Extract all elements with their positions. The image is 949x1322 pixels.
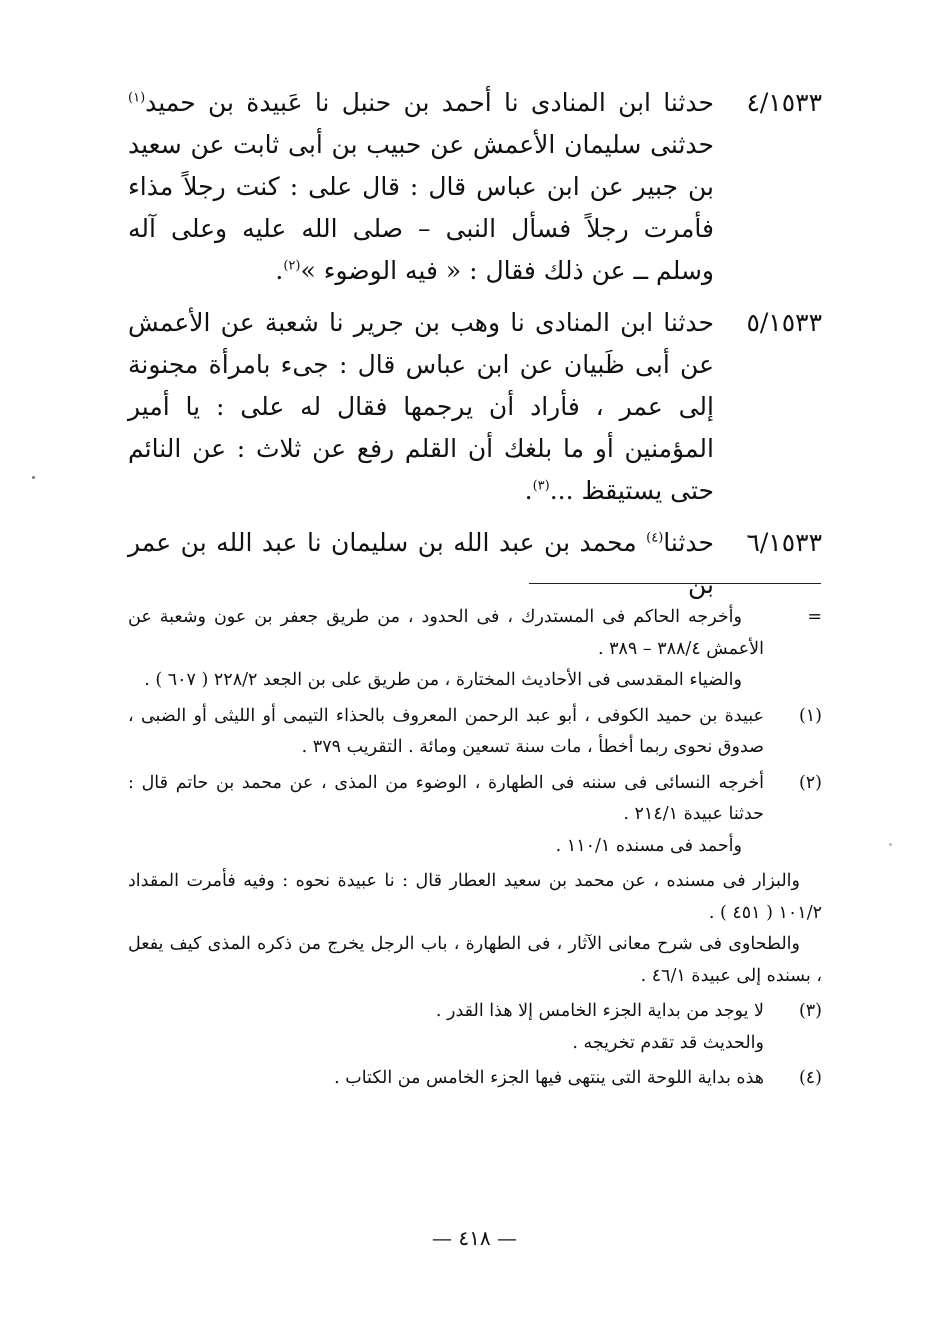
footnote-paragraph: والضياء المقدسى فى الأحاديث المختارة ، من طريق على بن الجعد ٢٢٨/٢ ( ٦٠٧ ) . bbox=[144, 670, 742, 690]
hadith-text: حدثنا$^{(٤)}$ محمد بن عبد الله بن سليمان نا عبد الله بن عمر بن bbox=[128, 528, 714, 599]
footnote-ref: (٢) bbox=[283, 258, 301, 274]
footnote-marker: (١) bbox=[798, 705, 822, 726]
footnote-2-continued bbox=[128, 866, 822, 992]
footnote-paragraph: والبزار فى مسنده ، عن محمد بن سعيد العطار قال : نا عبيدة نحوه : وفيه فأمرت المقداد ١٠١/٢ ( ٤٥١ ) . bbox=[128, 871, 822, 923]
footnote-1 bbox=[128, 701, 822, 764]
footnote-ref: (٣) bbox=[532, 478, 550, 494]
footnote-marker: (٣) bbox=[798, 1001, 822, 1021]
footnote-paragraph: أخرجه النسائى فى سننه فى الطهارة ، الوضوء من المذى ، عن محمد بن حاتم قال : حدثنا عبيدة ٢١٤/١ . bbox=[128, 772, 764, 824]
footnote-marker: (٤) bbox=[798, 1068, 822, 1088]
footnote-paragraph: هذه بداية اللوحة التى ينتهى فيها الجزء الخامس من الكتاب . bbox=[334, 1068, 764, 1088]
footnote-paragraph: والحديث قد تقدم تخريجه . bbox=[572, 1032, 764, 1053]
hadith-text: حدثنا ابن المنادى نا وهب بن جرير نا شعبة عن الأعمش عن أبى ظَبيان عن ابن عباس قال : جىء بامرأة مجنونة إلى عمر ، فأراد أن يرجمها فقال له على : يا أمير المؤمنين أو ما بلغك أن القلم رفع عن ثلاث : عن النائم حتى يستيقظ ...$^{(٣)}$. bbox=[128, 308, 714, 505]
footnote-marker: = bbox=[807, 607, 822, 627]
footnotes bbox=[128, 602, 822, 1099]
footnote-4 bbox=[128, 1063, 822, 1095]
footnote-paragraph: وأخرجه الحاكم فى المستدرك ، فى الحدود ، من طريق جعفر بن عون وشعبة عن الأعمش ٣٨٨/٤ – ٣٨٩ . bbox=[128, 607, 764, 659]
hadith-entry bbox=[128, 302, 822, 512]
scan-speck bbox=[889, 843, 892, 846]
main-text bbox=[128, 82, 822, 616]
hadith-entry bbox=[128, 522, 822, 606]
footnote-marker: (٢) bbox=[798, 772, 822, 793]
scan-speck bbox=[32, 476, 35, 479]
footnote-separator bbox=[529, 583, 821, 584]
footnote-continued bbox=[128, 602, 822, 697]
footnote-paragraph: وأحمد فى مسنده ١١٠/١ . bbox=[555, 835, 742, 856]
footnote-ref: (١) bbox=[128, 90, 146, 106]
footnote-paragraph: عبيدة بن حميد الكوفى ، أبو عبد الرحمن المعروف بالحذاء التيمى أو الليثى أو الضبى ، صدوق نحوى ربما أخطأ ، مات سنة تسعين ومائة . التقريب ٣٧٩ . bbox=[128, 705, 764, 757]
hadith-text: حدثنا ابن المنادى نا أحمد بن حنبل نا عَبيدة بن حميد$^{(١)}$ حدثنى سليمان الأعمش عن حبيب بن أبى ثابت عن سعيد بن جبير عن ابن عباس قال : قال على : كنت رجلاً مذاء فأمرت رجلاً فسأل النبى – صلى الله عليه وعلى آله وسلم ــ عن ذلك فقال : « فيه الوضوء »$^{(٢)}$. bbox=[128, 88, 714, 285]
hadith-entry bbox=[128, 82, 822, 292]
footnote-ref: (٤) bbox=[646, 530, 664, 546]
footnote-2 bbox=[128, 768, 822, 863]
footnote-paragraph: لا يوجد من بداية الجزء الخامس إلا هذا القدر . bbox=[435, 1001, 764, 1021]
footnote-3 bbox=[128, 996, 822, 1059]
hadith-number: ٥/١٥٣٣ bbox=[746, 308, 822, 337]
hadith-number: ٦/١٥٣٣ bbox=[746, 528, 822, 557]
hadith-number: ٤/١٥٣٣ bbox=[746, 88, 822, 117]
page-number: — ٤١٨ — bbox=[432, 1226, 517, 1250]
footnote-paragraph: والطحاوى فى شرح معانى الآثار ، فى الطهارة ، باب الرجل يخرج من ذكره المذى كيف يفعل ، بسنده إلى عبيدة ٤٦/١ . bbox=[128, 934, 822, 986]
